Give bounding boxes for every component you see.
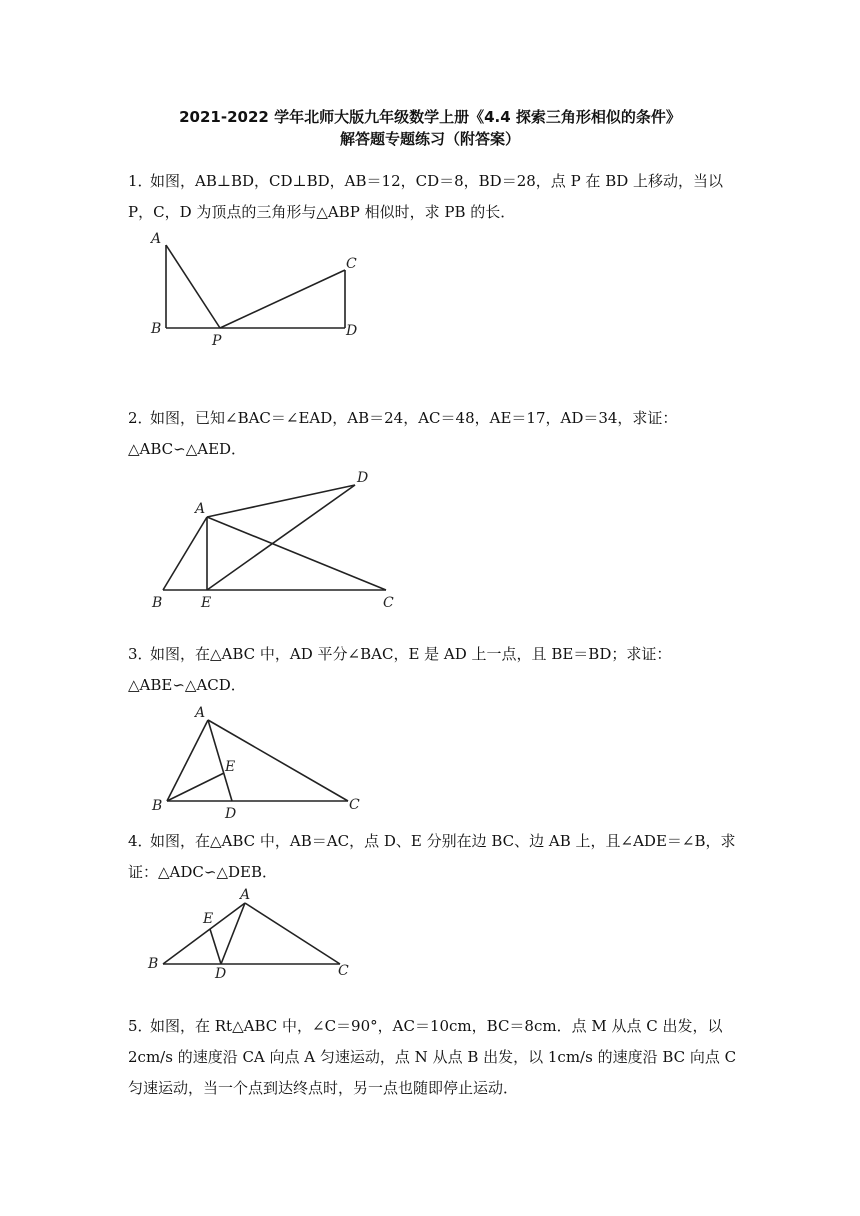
- question-4: [128, 826, 740, 888]
- label-c: C: [346, 256, 357, 272]
- question-number: 3．: [128, 645, 153, 663]
- question-5: [128, 1011, 740, 1104]
- label-b: B: [148, 956, 159, 972]
- figure-1: [145, 225, 375, 350]
- document-title: 2021-2022 学年北师大版九年级数学上册《4.4 探索三角形相似的条件》: [179, 108, 681, 126]
- question-text: 如图，在△ABC 中，AB＝AC，点 D、E 分别在边 BC、边 AB 上，且∠ADE＝∠B，求证：△ADC∽△DEB．: [128, 832, 736, 881]
- segment-pc: [220, 270, 345, 328]
- segment-ab: [167, 720, 208, 801]
- question-3: [128, 639, 740, 701]
- label-b: B: [152, 595, 163, 611]
- figure-3: [145, 700, 375, 825]
- question-1: [128, 166, 740, 228]
- question-number: 1．: [128, 172, 153, 190]
- segment-ed: [210, 929, 221, 964]
- label-c: C: [338, 963, 349, 979]
- question-text: 如图，已知∠BAC＝∠EAD，AB＝24，AC＝48，AE＝17，AD＝34，求证：△ABC∽△AED．: [128, 409, 678, 458]
- label-c: C: [349, 797, 360, 813]
- segment-ac: [245, 903, 340, 964]
- segment-be: [167, 773, 224, 801]
- document-subtitle: 解答题专题练习（附答案）: [339, 130, 520, 148]
- label-e: E: [225, 759, 236, 775]
- question-number: 4．: [128, 832, 153, 850]
- label-e: E: [201, 595, 212, 611]
- segment-ac: [207, 517, 386, 590]
- figure-2: [145, 465, 405, 615]
- label-a: A: [151, 231, 162, 247]
- label-p: P: [212, 333, 222, 349]
- question-text: 如图，在 Rt△ABC 中，∠C＝90°，AC＝10cm，BC＝8cm．点 M 从点 C 出发，以 2cm/s 的速度沿 CA 向点 A 匀速运动，点 N 从点 B 出发，以 1cm/s 的速度沿 BC 向点 C 匀速运动，当一个点到达终点时，另一点也随即停止运动．: [128, 1017, 737, 1097]
- question-text: 如图，在△ABC 中，AD 平分∠BAC，E 是 AD 上一点，且 BE＝BD；求证：△ABE∽△ACD．: [128, 645, 672, 694]
- question-number: 2．: [128, 409, 153, 427]
- label-d: D: [357, 470, 369, 486]
- question-text: 如图，AB⊥BD，CD⊥BD，AB＝12，CD＝8，BD＝28，点 P 在 BD 上移动，当以 P，C，D 为顶点的三角形与△ABP 相似时，求 PB 的长．: [128, 172, 724, 221]
- label-b: B: [151, 321, 162, 337]
- label-d: D: [225, 806, 237, 822]
- label-d: D: [215, 966, 227, 980]
- label-c: C: [383, 595, 394, 611]
- label-b: B: [152, 798, 163, 814]
- segment-ap: [166, 245, 220, 328]
- segment-ab: [163, 517, 207, 590]
- label-a: A: [240, 887, 251, 903]
- figure-4: [145, 885, 360, 980]
- question-number: 5．: [128, 1017, 153, 1035]
- label-a: A: [195, 501, 206, 517]
- label-e: E: [203, 911, 214, 927]
- question-2: [128, 403, 740, 465]
- label-a: A: [195, 705, 206, 721]
- label-d: D: [346, 323, 358, 339]
